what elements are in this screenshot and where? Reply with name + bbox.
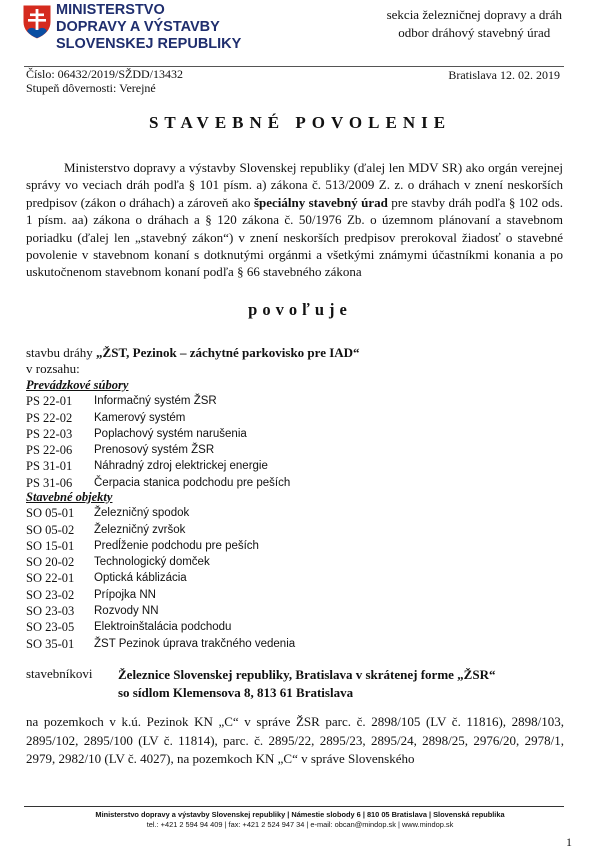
section-name: sekcia železničnej dopravy a dráh: [386, 7, 562, 22]
operational-set-row: [26, 426, 290, 442]
intro-text-part2: pre stavby dráh podľa § 102 ods. 1 písm. aa) zákona o dráhach a § 120 zákona č. 50/1976 Zb. o územnom plánovaní a stavebnom poriadku (ďalej len „stavebný zákon“) v znení neskorších predpisov prerokoval žiadosť o stavebné povolenie v stavebnom konaní s dotknutými orgánmi a všetkými známymi účastníkmi konania a po uskutočnenom stavebnom konaní podľa § 66 stavebného zákona: [26, 194, 563, 280]
operational-sets-list: [26, 393, 290, 491]
slovak-coat-of-arms-icon: [22, 4, 52, 40]
item-code: PS 31-01: [26, 459, 73, 474]
building-object-row: [26, 570, 295, 586]
item-code: PS 22-02: [26, 410, 73, 425]
reference-block: [26, 67, 183, 95]
item-name: Železničný spodok: [94, 507, 190, 520]
place-date: Bratislava 12. 02. 2019: [448, 68, 560, 82]
building-object-row: [26, 636, 295, 652]
item-name: Prípojka NN: [94, 588, 156, 601]
building-object-row: [26, 522, 295, 538]
item-code: SO 20-02: [26, 555, 75, 570]
intro-paragraph: [26, 159, 563, 281]
item-code: PS 22-01: [26, 394, 73, 409]
footer-address: Ministerstvo dopravy a výstavby Slovenskej republiky | Námestie slobody 6 | 810 05 Bratislava | Slovenská republika: [95, 810, 505, 819]
operational-set-row: [26, 393, 290, 409]
item-name: Železničný zvršok: [94, 523, 186, 536]
item-code: SO 22-01: [26, 571, 75, 586]
ministry-name-line3: SLOVENSKEJ REPUBLIKY: [56, 36, 242, 52]
footer-divider: [24, 806, 564, 807]
building-objects-heading: Stavebné objekty: [26, 490, 113, 504]
item-name: Čerpacia stanica podchodu pre peších: [94, 476, 291, 489]
builder-name: Železnice Slovenskej republiky, Bratislava v skrátenej forme „ŽSR“: [118, 667, 496, 682]
item-name: Optická káblizácia: [94, 572, 187, 585]
building-object-row: [26, 619, 295, 635]
building-object-row: [26, 538, 295, 554]
operational-sets: [26, 377, 290, 491]
parcels-paragraph: na pozemkoch v k.ú. Pezinok KN „C“ v správe ŽSR parc. č. 2898/105 (LV č. 11816), 2898/103, 2895/102, 2895/100 (LV č. 11814), parc. č. 2895/22, 2895/23, 2895/24, 2898/25, 2976/20, 2978/1, 2979, 2982/10 (LV č. 4027), na pozemkoch KN „C“ v správe Slovenského: [26, 714, 564, 766]
item-name: Rozvody NN: [94, 605, 159, 618]
intro-text-bold: špeciálny stavebný úrad: [253, 194, 388, 210]
builder-address: so sídlom Klemensova 8, 813 61 Bratislava: [118, 685, 354, 700]
operational-sets-heading: Prevádzkové súbory: [26, 378, 129, 392]
confidentiality-level: Stupeň dôvernosti: Verejné: [26, 81, 156, 95]
scope-label: v rozsahu:: [26, 361, 80, 376]
building-object-row: [26, 505, 295, 521]
decision-word: povoľuje: [248, 300, 352, 319]
footer: [0, 810, 600, 830]
document-title: STAVEBNÉ POVOLENIE: [148, 113, 452, 132]
item-code: SO 35-01: [26, 636, 75, 651]
building-objects: [26, 489, 295, 652]
item-code: PS 22-03: [26, 426, 73, 441]
building-object-row: [26, 554, 295, 570]
footer-contacts: tel.: +421 2 594 94 409 | fax: +421 2 524 947 34 | e-mail: obcan@mindop.sk | www.mindop.sk: [146, 820, 454, 829]
item-name: Prenosový systém ŽSR: [94, 444, 215, 457]
ministry-name-line2: DOPRAVY A VÝSTAVBY: [56, 19, 220, 35]
building-description: [26, 345, 360, 377]
item-code: SO 23-03: [26, 604, 75, 619]
item-code: SO 23-05: [26, 620, 75, 635]
page-number: 1: [566, 835, 572, 849]
item-code: PS 22-06: [26, 443, 73, 458]
building-objects-list: [26, 505, 295, 652]
item-name: Predĺženie podchodu pre peších: [94, 539, 259, 552]
item-name: Kamerový systém: [94, 411, 186, 424]
item-name: Poplachový systém narušenia: [94, 427, 247, 440]
building-prefix: stavbu dráhy: [26, 345, 97, 360]
item-code: SO 05-02: [26, 522, 75, 537]
item-name: ŽST Pezinok úprava trakčného vedenia: [94, 637, 296, 650]
operational-set-row: [26, 458, 290, 474]
building-object-row: [26, 603, 295, 619]
operational-set-row: [26, 442, 290, 458]
section-info: [387, 6, 562, 42]
item-name: Informačný systém ŽSR: [94, 395, 217, 408]
building-object-row: [26, 587, 295, 603]
builder-value: [118, 666, 495, 702]
building-name: „ŽST, Pezinok – záchytné parkovisko pre IAD“: [96, 345, 360, 360]
ministry-name-line1: MINISTERSTVO: [56, 2, 165, 18]
item-name: Náhradný zdroj elektrickej energie: [94, 460, 268, 473]
ministry-name: [56, 2, 241, 53]
builder-label: stavebníkovi: [26, 666, 93, 681]
item-code: SO 23-02: [26, 587, 75, 602]
reference-number: Číslo: 06432/2019/SŽDD/13432: [26, 67, 184, 81]
operational-set-row: [26, 410, 290, 426]
department-name: odbor dráhový stavebný úrad: [398, 25, 551, 40]
item-name: Elektroinštalácia podchodu: [94, 621, 232, 634]
item-code: SO 05-01: [26, 506, 75, 521]
item-code: SO 15-01: [26, 538, 75, 553]
intro-text-part1: Ministerstvo dopravy a výstavby Slovenskej republiky (ďalej len MDV SR) ako orgán verejnej správy vo veciach dráh podľa § 101 písm. a) zákona č. 513/2009 Z. z. o dráhach v znení neskorších predpisov (zákon o dráhach) a zároveň ako: [26, 160, 563, 210]
item-code: PS 31-06: [26, 475, 73, 490]
item-name: Technologický domček: [94, 556, 210, 569]
